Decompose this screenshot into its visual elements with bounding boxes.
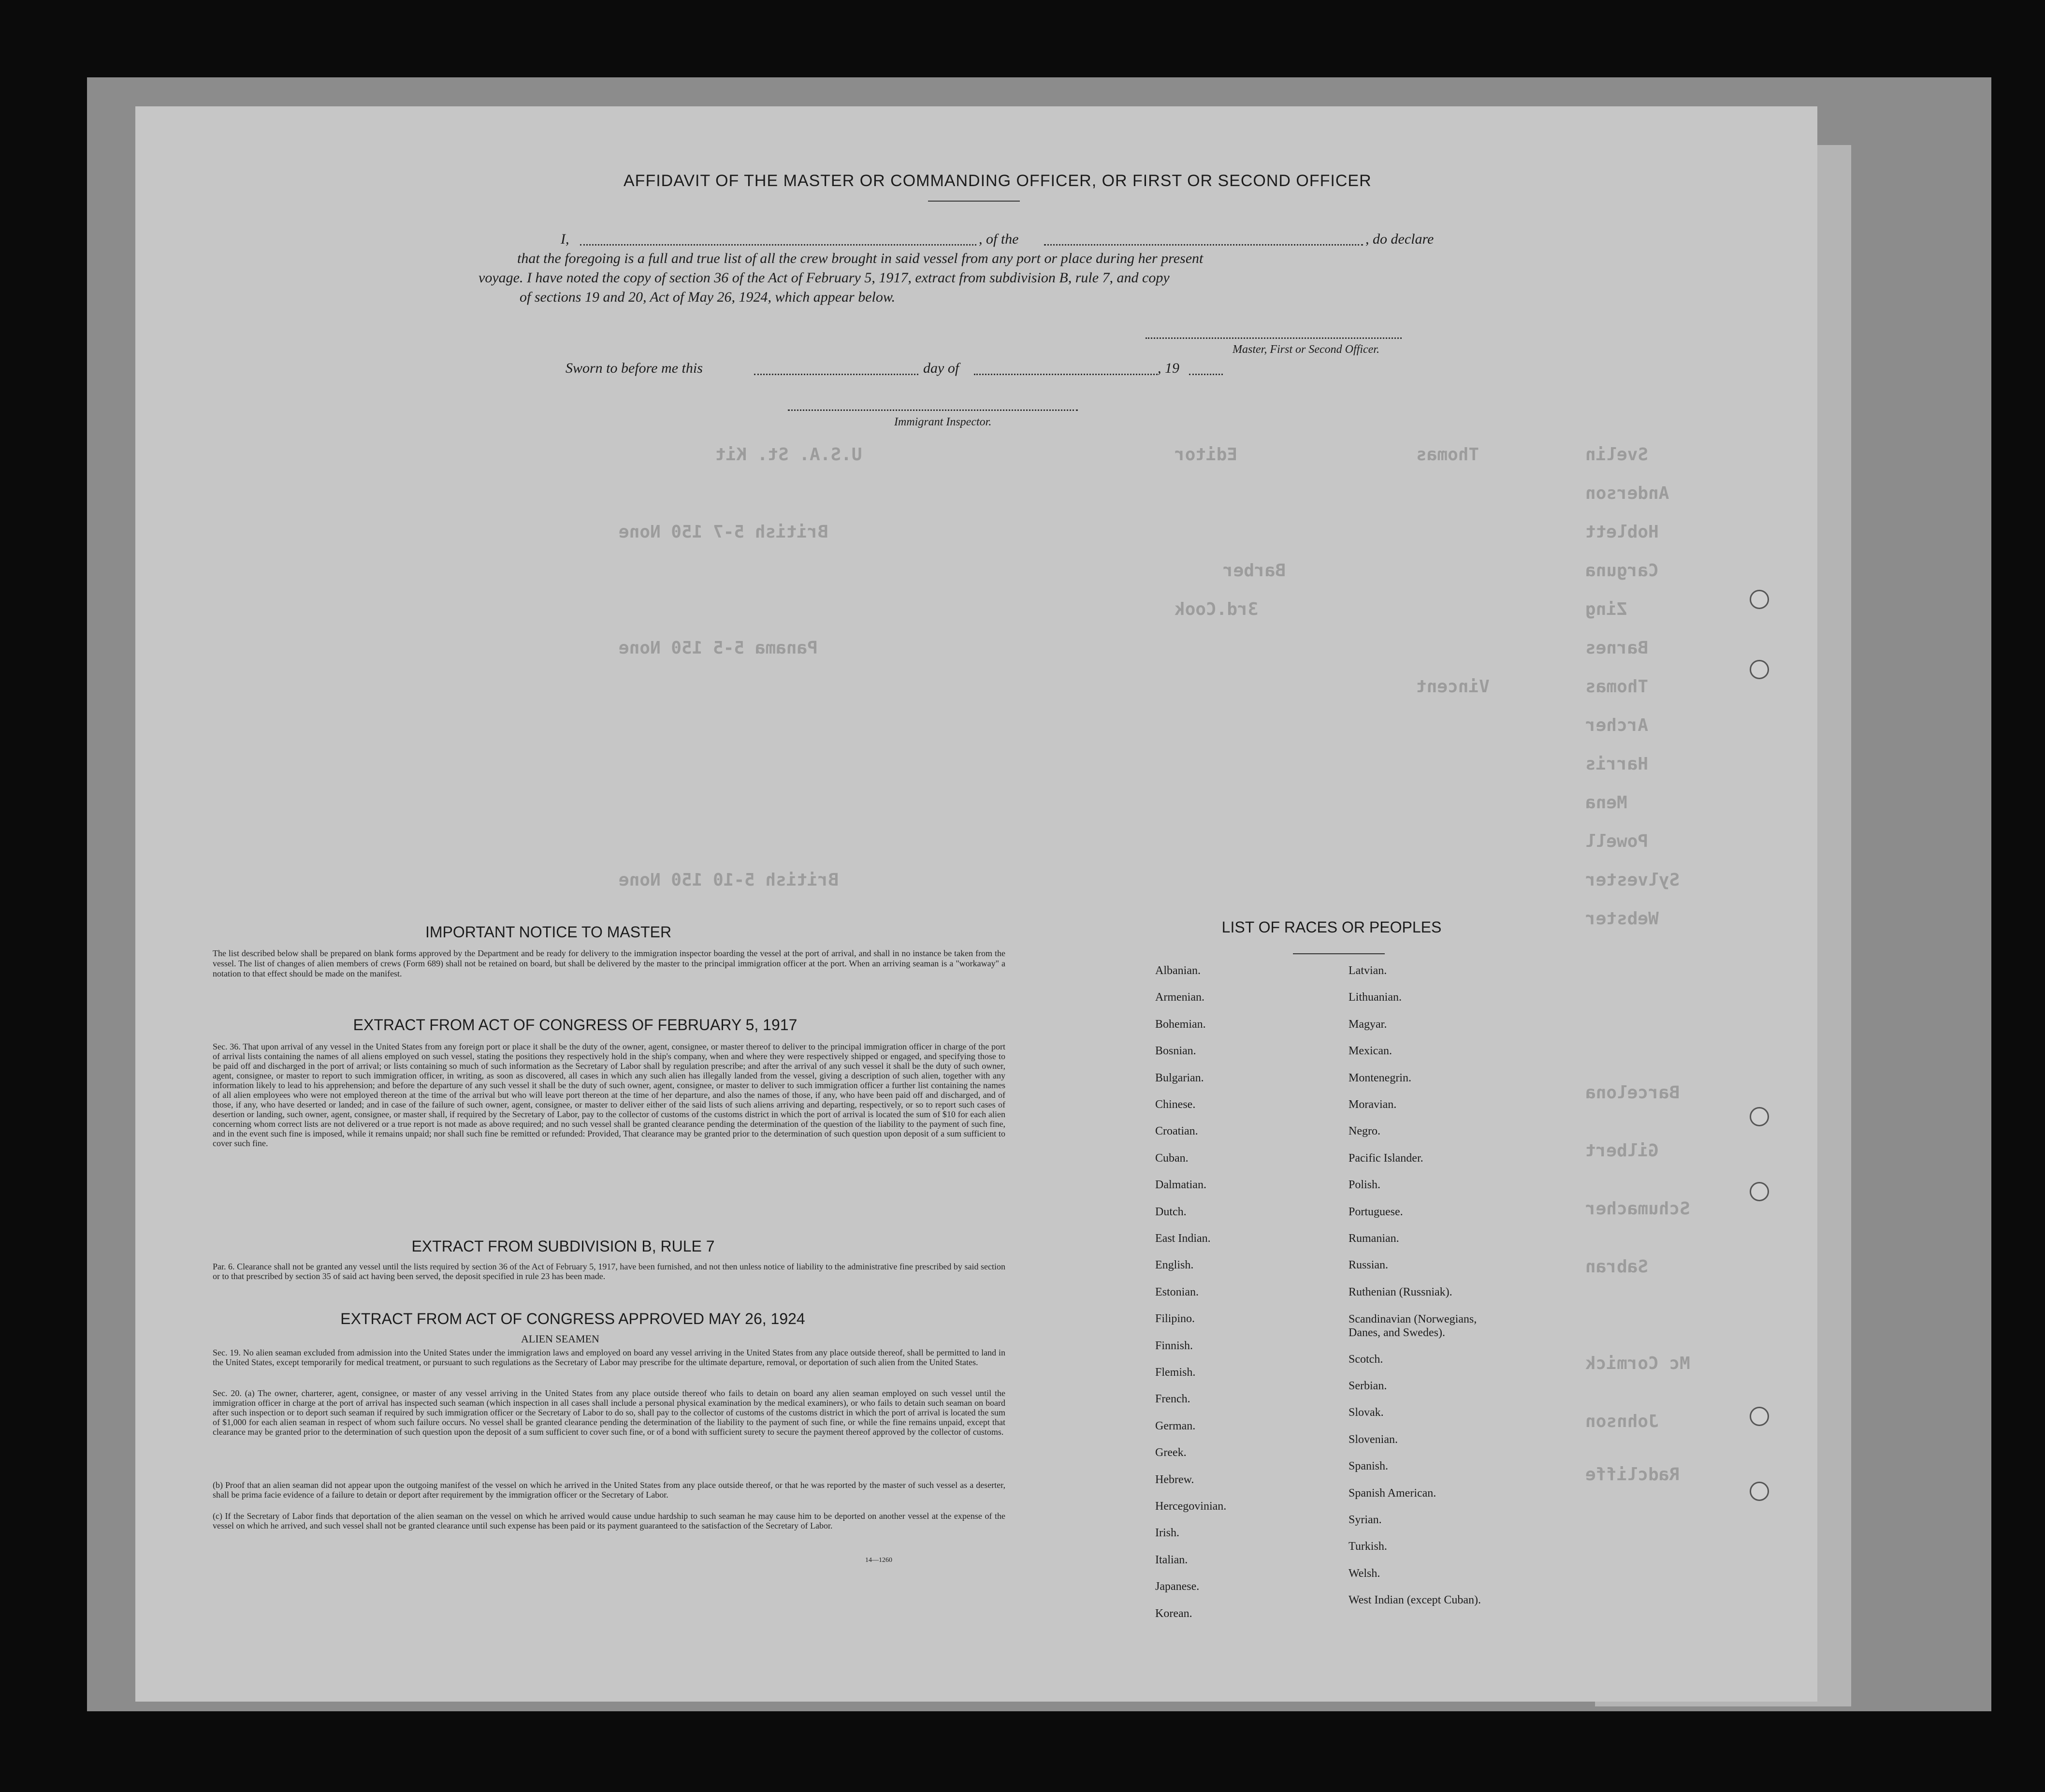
race-item: Pacific Islander. [1349, 1151, 1423, 1165]
affidavit-line-2: that the foregoing is a full and true list of all the crew brought in said vessel from any port or place during her present [517, 250, 1204, 266]
race-item: Filipino. [1155, 1312, 1195, 1326]
extract-1924-sec19: Sec. 19. No alien seaman excluded from admission into the United States under the immigration laws and employed on board any vessel arriving in the United States from any place outside thereof, shall be permitted to land in the United States, except temporarily for medical treatment, or pursuant to such regulations as the Secretary of Labor may prescribe for the ultimate departure, removal, or deportation of such alien from the United States. [213, 1348, 1005, 1367]
race-item: West Indian (except Cuban). [1349, 1594, 1481, 1607]
inspector-signature-field[interactable] [788, 409, 1078, 411]
punch-hole [1750, 1107, 1769, 1126]
race-item: Bosnian. [1155, 1045, 1196, 1058]
race-item: Dalmatian. [1155, 1179, 1206, 1192]
day-of-label: day of [923, 360, 959, 376]
race-item: English. [1155, 1259, 1194, 1272]
race-item: Bulgarian. [1155, 1071, 1204, 1084]
extract-1924-sec20b: (b) Proof that an alien seaman did not appear upon the outgoing manifest of the vessel on which he arrived in the United States from any place outside thereof, or that he was reported by the master of such vessel as a deserter, shall be prima facie evidence of a failure to detain or deport after requirement by the immigration officer or the Secretary of Labor. [213, 1480, 1005, 1500]
rule7-text: Par. 6. Clearance shall not be granted any vessel until the lists required by section 36 of the Act of February 5, 1917, have been furnished, and not then unless notice of liability to the administrative fine prescribed by said section or to that prescribed by section 35 of said act having been served, the deposit specified in rule 23 has been made. [213, 1262, 1005, 1281]
race-item: French. [1155, 1393, 1190, 1406]
race-item: Albanian. [1155, 964, 1201, 977]
race-item: East Indian. [1155, 1232, 1211, 1245]
affidavit-declare: , do declare [1365, 231, 1434, 247]
race-item: Scandinavian (Norwegians, Danes, and Swedes). [1349, 1313, 1477, 1340]
race-item: Armenian. [1155, 991, 1204, 1004]
affidavit-i-label: I, [561, 231, 569, 247]
race-item: Italian. [1155, 1553, 1188, 1566]
sworn-year-field[interactable] [1189, 374, 1223, 375]
race-item: Moravian. [1349, 1098, 1397, 1111]
sworn-month-field[interactable] [974, 374, 1158, 375]
extract-1917-title: EXTRACT FROM ACT OF CONGRESS OF FEBRUARY 5, 1917 [353, 1016, 798, 1034]
affidavit-line-3: voyage. I have noted the copy of section 36 of the Act of February 5, 1917, extract from subdivision B, rule 7, and copy [479, 270, 1170, 286]
race-item: Japanese. [1155, 1580, 1200, 1593]
race-item: Cuban. [1155, 1151, 1189, 1165]
race-item: Korean. [1155, 1607, 1192, 1620]
race-item: German. [1155, 1419, 1196, 1432]
race-item: Bohemian. [1155, 1018, 1206, 1031]
affidavit-title: AFFIDAVIT OF THE MASTER OR COMMANDING OFFICER, OR FIRST OR SECOND OFFICER [624, 172, 1372, 190]
race-item: Finnish. [1155, 1339, 1193, 1352]
extract-1917-text: Sec. 36. That upon arrival of any vessel in the United States from any foreign port or place it shall be the duty of the owner, agent, consignee, or master thereof to deliver to the principal immigration officer in charge of the port of arrival lists containing the names of all aliens employed on such vessel, stating the positions they respectively hold in the ship's company, when and where they were respectively shipped or engaged, and specifying those to be paid off and discharged in the port of arrival; or lists containing so much of such information as the Secretary of Labor shall by regulation prescribe; and after the arrival of any such vessel it shall be the duty of such owner, agent, consignee, or master to report to such immigration officer, in writing, as soon as discovered, all cases in which any such alien has illegally landed from the vessel, giving a description of such alien, together with any information likely to lead to his apprehension; and before the departure of any such vessel it shall be the duty of such owner, agent, consignee, or master to deliver to such immigration officer a further list containing the names of all alien employees who were not employed thereon at the time of the arrival but who will leave port thereon at the time of her departure, and also the names of those, if any, who have been paid off and discharged, and of those, if any, who have deserted or landed; and in case of the failure of such owner, agent, consignee, or master to deliver either of the said lists of such aliens arriving and departing, respectively, or so to report such cases of desertion or landing, such owner, agent, consignee, or master shall, if required by the Secretary of Labor, pay to the collector of customs of the customs district in which the port of arrival is located the sum of $10 for each alien concerning whom correct lists are not delivered or a true report is not made as above required; and no such vessel shall be granted clearance pending the determination of the question of the liability to the payment of such fine, and in the event such fine is imposed, while it remains unpaid; nor shall such fine be remitted or refunded: Provided, That clearance may be granted prior to the determination of such question upon deposit of a sum sufficient to cover such fine. [213, 1042, 1005, 1148]
races-title: LIST OF RACES OR PEOPLES [1221, 918, 1442, 936]
extract-1924-sec20c: (c) If the Secretary of Labor finds that deportation of the alien seaman on the vessel on which he arrived would cause undue hardship to such seaman he may cause him to be deported on another vessel at the expense of the vessel on which he arrived, and such vessel shall not be granted clearance until such expense has been paid or its payment guaranteed to the satisfaction of the Secretary of Labor. [213, 1511, 1005, 1530]
rule7-title: EXTRACT FROM SUBDIVISION B, RULE 7 [411, 1238, 715, 1255]
punch-hole [1750, 590, 1769, 609]
race-item: Magyar. [1349, 1018, 1387, 1031]
race-item: Mexican. [1349, 1045, 1392, 1058]
name-field[interactable] [580, 244, 976, 246]
extract-1924-sec20a: Sec. 20. (a) The owner, charterer, agent, consignee, or master of any vessel arriving in the United States from any place outside thereof who fails to detain on board any alien seaman employed on such vessel until the immigration officer in charge at the port of arrival has inspected such seaman (which inspection in all cases shall include a personal physical examination by the medical examiners), or who fails to detain such seaman on board after such inspection or to deport such seaman if required by such immigration officer or the Secretary of Labor to do so, shall pay to the collector of customs of the customs district in which the port of arrival is located the sum of $1,000 for each alien seaman in respect of whom such failure occurs. No vessel shall be granted clearance pending the determination of the liability to the payment of such fine, or while the fine remains unpaid, except that clearance may be granted prior to the determination of such question upon the deposit of a sum sufficient to cover such fine, or of a bond with sufficient surety to secure the payment thereof approved by the collector of customs. [213, 1388, 1005, 1437]
race-item: Rumanian. [1349, 1232, 1399, 1245]
document-page: Svelin Thomas Editor U.S.A. St. Kit Anderson Hoblett British 5-7 150 None Carguna Barber Zing 3rd.Cook Barnes Panama 5-5 150 None Thomas Vincent Archer Harris Mena Powell Sylvester British 5-10 150 None Webster Barcelona Gilbert Schumacher Sabran Mc Cormick Johnson Radcliffe AFFIDAVIT OF THE MASTER OR COMMANDING OFFICER, OR FIRST OR SECOND OFFICER I, , of the , do declare that the foregoing is a full and true list of all the crew brought in said vessel from any port or place during her present voyage. I have noted the copy of section 36 of the Act of February 5, 1917, extract from subdivision B, rule 7, and copy of sections 19 and 20, Act of May 26, 1924, which appear below. Master, First or Second Officer. Sworn to before me this day of , 19 Immigrant Inspector. IMPORTANT NOTICE TO MASTER The list described below shall be prepared on blank forms approved by the Department and be ready for delivery to the immigration inspector boarding the vessel at the port of arrival, and shall in no instance be taken from the vessel. The list of changes of alien members of crews (Form 689) shall not be retained on board, but shall be delivered by the master to the principal immigration officer at the port. When an arriving seaman is a "workaway" a notation to that effect should be made on the manifest. EXTRACT FROM ACT OF CONGRESS OF FEBRUARY 5, 1917 Sec. 36. That upon arrival of any vessel in the United States from any foreign port or place it shall be the duty of the owner, agent, consignee, or master thereof to deliver to the principal immigration officer in charge of the port of arrival lists containing the names of all aliens employed on such vessel, stating the positions they respectively hold in the ship's company, when and where they were respectively shipped or engaged, and specifying those to be paid off and discharged in the port of arrival; or lists containing so much of such information as the Secretary of Labor shall by regulation prescribe; and after the arrival of any such vessel it shall be the duty of such owner, agent, consignee, or master to report to such immigration officer, in writing, as soon as discovered, all cases in which any such alien has illegally landed from the vessel, giving a description of such alien, together with any information likely to lead to his apprehension; and before the departure of any such vessel it shall be the duty of such owner, agent, consignee, or master to deliver to such immigration officer a further list containing the names of all alien employees who were not employed thereon at the time of the arrival but who will leave port thereon at the time of her departure, and also the names of those, if any, who have been paid off and discharged, and of those, if any, who have deserted or landed; and in case of the failure of such owner, agent, consignee, or master to deliver either of the said lists of such aliens arriving and departing, respectively, or so to report such cases of desertion or landing, such owner, agent, consignee, or master shall, if required by the Secretary of Labor, pay to the collector of customs of the customs district in which the port of arrival is located the sum of $10 for each alien concerning whom correct lists are not delivered or a true report is not made as above required; and no such vessel shall be granted clearance pending the determination of the question of the liability to the payment of such fine, and in the event such fine is imposed, while it remains unpaid; nor shall such fine be remitted or refunded: Provided, That clearance may be granted prior to the determination of such question upon deposit of a sum sufficient to cover such fine. EXTRACT FROM SUBDIVISION B, RULE 7 Par. 6. Clearance shall not be granted any vessel until the lists required by section 36 of the Act of February 5, 1917, have been furnished, and not then unless notice of liability to the administrative fine prescribed by said section or to that prescribed by section 35 of said act having been served, the deposit specified in rule 23 has been made. EXTRACT FROM ACT OF CONGRESS APPROVED MAY 26, 1924 ALIEN SEAMEN Sec. 19. No alien seaman excluded from admission into the United States under the immigration laws and employed on board any vessel arriving in the United States from any place outside thereof, shall be permitted to land in the United States, except temporarily for medical treatment, or pursuant to such regulations as the Secretary of Labor may prescribe for the ultimate departure, removal, or deportation of such alien from the United States. Sec. 20. (a) The owner, charterer, agent, consignee, or master of any vessel arriving in the United States from any place outside thereof who fails to detain on board any alien seaman employed on such vessel until the immigration officer in charge at the port of arrival has inspected such seaman (which inspection in all cases shall include a personal physical examination by the medical examiners), or who fails to detain such seaman on board after such inspection or to deport such seaman if required by such immigration officer or the Secretary of Labor to do so, shall pay to the collector of customs of the customs district in which the port of arrival is located the sum of $1,000 for each alien seaman in respect of whom such failure occurs. No vessel shall be granted clearance pending the determination of the liability to the payment of such fine, or while the fine remains unpaid, except that clearance may be granted prior to the determination of such question upon the deposit of a sum sufficient to cover such fine, or of a bond with sufficient surety to secure the payment thereof approved by the collector of customs. (b) Proof that an alien seaman did not appear upon the outgoing manifest of the vessel on which he arrived in the United States from any place outside thereof, or that he was reported by the master of such vessel as a deserter, shall be prima facie evidence of a failure to detain or deport after requirement by the immigration officer or the Secretary of Labor. (c) If the Secretary of Labor finds that deportation of the alien seaman on the vessel on which he arrived would cause undue hardship to such seaman he may cause him to be deported on another vessel at the expense of the vessel on which he arrived, and such vessel shall not be granted clearance until such expense has been paid or its payment guaranteed to the satisfaction of the Secretary of Labor. 14—1260 LIST OF RACES OR PEOPLES Albanian. Armenian. Bohemian. Bosnian. Bulgarian. Chinese. Croatian. Cuban. Dalmatian. Dutch. East Indian. English. Estonian. Filipino. Finnish. Flemish. French. German. Greek. Hebrew. Hercegovinian. Irish. Italian. Japanese. Korean. Latvian. Lithuanian. Magyar. Mexican. Montenegrin. Moravian. Negro. Pacific Islander. Polish. Portuguese. Rumanian. Russian. Ruthenian (Russniak). Scandinavian (Norwegians, Danes, and Swedes). Scotch. Serbian. Slovak. Slovenian. Spanish. Spanish American. Syrian. Turkish. Welsh. West Indian (except Cuban). [135, 106, 1817, 1702]
race-item: Spanish. [1349, 1460, 1389, 1473]
race-item: Welsh. [1349, 1567, 1380, 1580]
race-item: Greek. [1155, 1446, 1187, 1459]
race-item: Dutch. [1155, 1205, 1187, 1218]
race-item: Polish. [1349, 1179, 1381, 1192]
race-item: Syrian. [1349, 1514, 1382, 1526]
race-item: Irish. [1155, 1527, 1179, 1540]
race-item: Lithuanian. [1349, 991, 1402, 1004]
sworn-label: Sworn to before me this [566, 360, 703, 376]
form-number: 14—1260 [865, 1557, 892, 1564]
race-item: Negro. [1349, 1125, 1380, 1138]
master-signature-label: Master, First or Second Officer. [1233, 343, 1379, 356]
vessel-field[interactable] [1044, 244, 1363, 246]
race-item: Spanish American. [1349, 1486, 1436, 1500]
race-item: Scotch. [1349, 1353, 1383, 1366]
notice-text: The list described below shall be prepared on blank forms approved by the Department and be ready for delivery to the immigration inspector boarding the vessel at the port of arrival, and shall in no instance be taken from the vessel. The list of changes of alien members of crews (Form 689) shall not be retained on board, but shall be delivered by the master to the principal immigration officer at the port. When an arriving seaman is a "workaway" a notation to that effect should be made on the manifest. [213, 948, 1005, 978]
extract-1924-subtitle: ALIEN SEAMEN [521, 1333, 599, 1345]
affidavit-line-4: of sections 19 and 20, Act of May 26, 1924, which appear below. [520, 289, 896, 305]
race-item: Chinese. [1155, 1098, 1196, 1111]
race-item: Croatian. [1155, 1125, 1198, 1138]
race-item: Ruthenian (Russniak). [1349, 1285, 1452, 1298]
punch-hole [1750, 1482, 1769, 1501]
race-item: Russian. [1349, 1259, 1389, 1272]
punch-hole [1750, 1407, 1769, 1426]
race-item: Hercegovinian. [1155, 1500, 1227, 1513]
race-item: Hebrew. [1155, 1473, 1194, 1486]
race-item: Estonian. [1155, 1285, 1199, 1298]
notice-title: IMPORTANT NOTICE TO MASTER [425, 923, 672, 941]
race-item: Slovenian. [1349, 1433, 1398, 1446]
race-item: Slovak. [1349, 1406, 1384, 1419]
year-label: , 19 [1158, 360, 1179, 376]
race-item: Latvian. [1349, 964, 1387, 977]
race-item: Portuguese. [1349, 1205, 1403, 1218]
race-item: Serbian. [1349, 1380, 1387, 1392]
punch-hole [1750, 1182, 1769, 1201]
affidavit-of-the: , of the [979, 231, 1019, 247]
inspector-signature-label: Immigrant Inspector. [894, 416, 992, 428]
punch-hole [1750, 660, 1769, 679]
race-item: Flemish. [1155, 1366, 1196, 1379]
race-item: Turkish. [1349, 1540, 1387, 1553]
race-item: Montenegrin. [1349, 1071, 1411, 1084]
extract-1924-title: EXTRACT FROM ACT OF CONGRESS APPROVED MAY 26, 1924 [340, 1310, 805, 1327]
master-signature-field[interactable] [1146, 337, 1402, 339]
sworn-day-field[interactable] [754, 374, 918, 375]
